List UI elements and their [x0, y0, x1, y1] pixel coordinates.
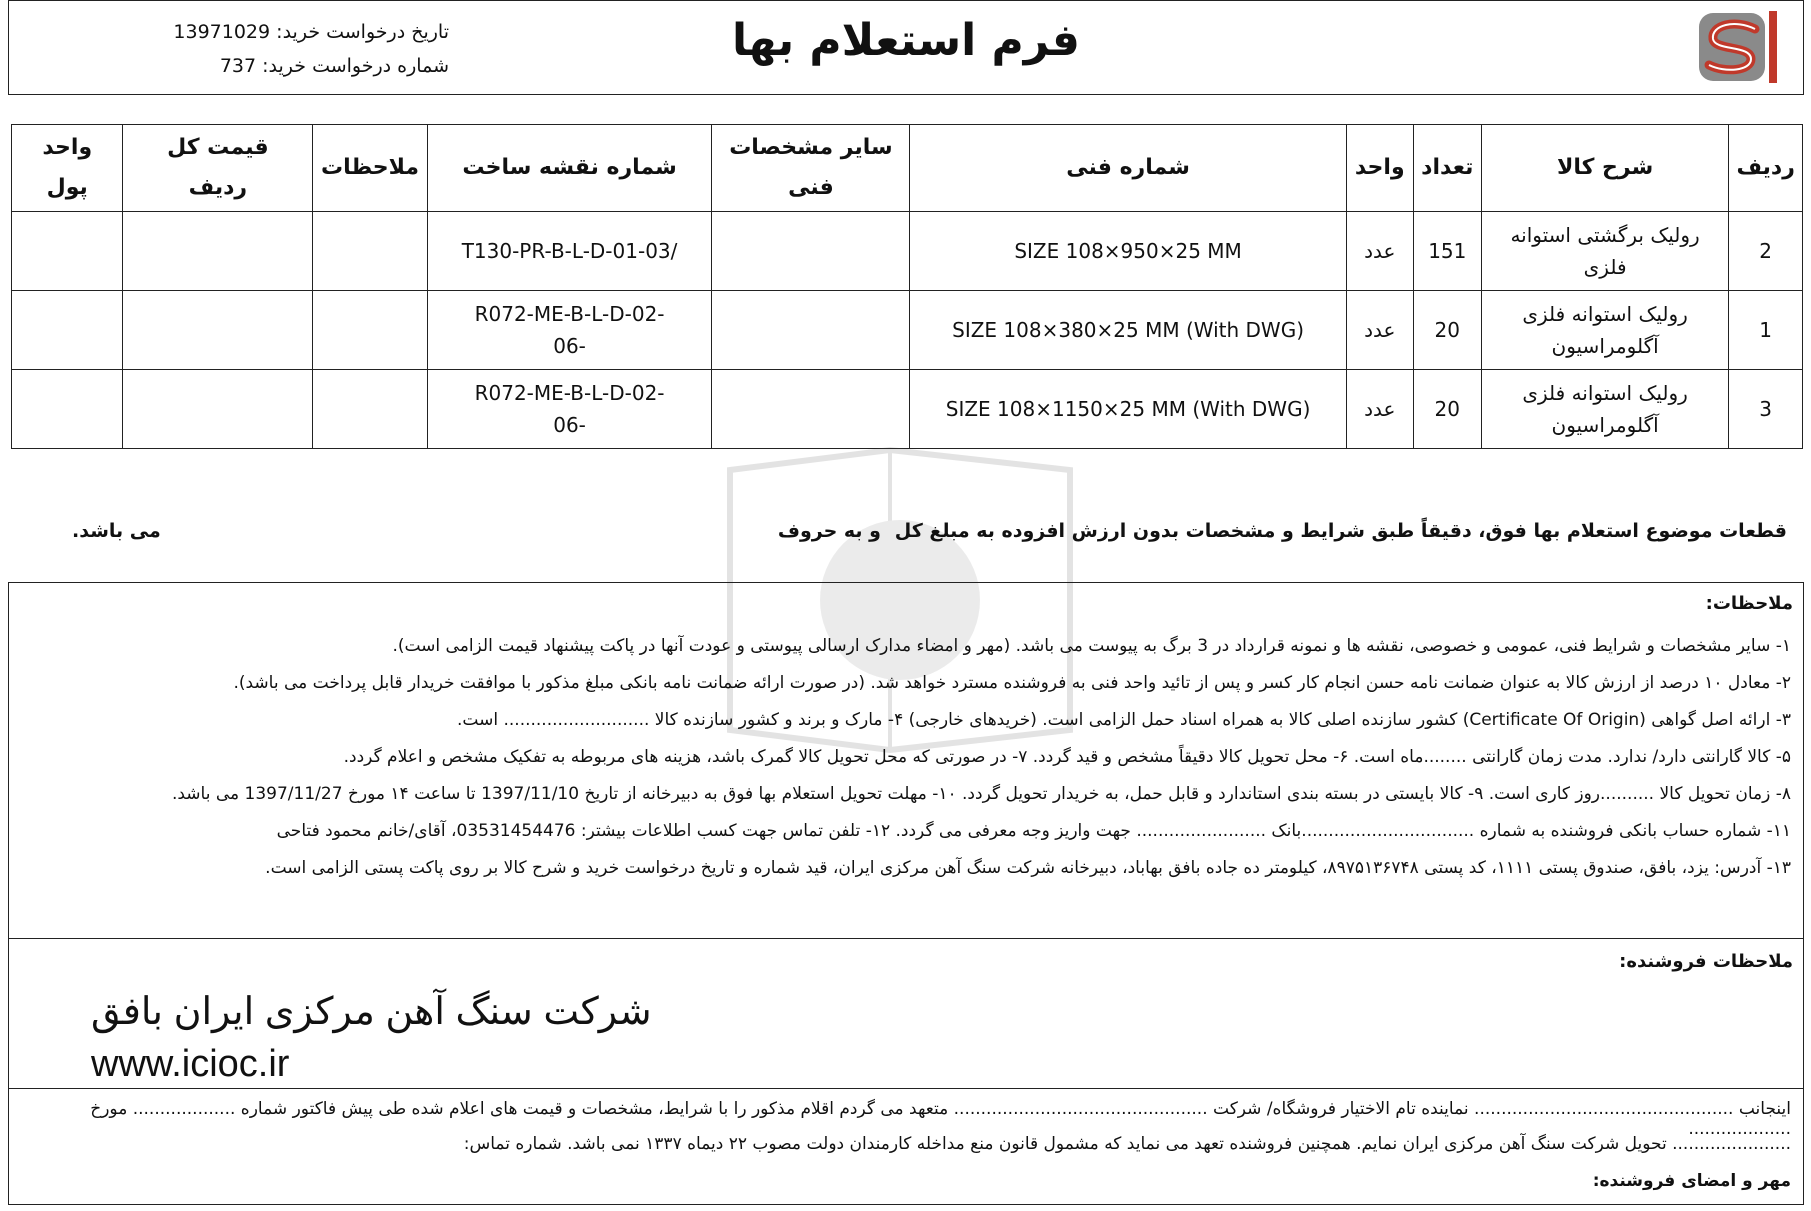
seller-remarks-section: [8, 939, 1804, 1089]
remark-item: ۳- ارائه اصل گواهی (Certificate Of Origin) کشور سازنده اصلی کالا به همراه اسناد حمل الزامی است. (خریدهای خارجی) ۴- مارک و برند و کشور سازنده کالا ........................... است.: [457, 710, 1791, 730]
cell-quantity: 20: [1413, 370, 1481, 449]
remark-item: ۵- کالا گارانتی دارد/ ندارد. مدت زمان گارانتی ........ماه است. ۶- محل تحویل کالا دقیقاً مشخص و قید گردد. ۷- در صورتی که محل تحویل کالا گمرک باشد، هزینه های مربوطه به تفکیک مشخص و اعلام گردد.: [343, 747, 1791, 767]
cell-notes[interactable]: [313, 291, 427, 370]
cell-tech-number: SIZE 108×950×25 MM: [910, 212, 1346, 291]
request-date: تاریخ درخواست خرید: 13971029: [173, 21, 449, 43]
header-currency: واحد پول: [12, 125, 123, 212]
table-row: [12, 212, 1803, 291]
header-notes: ملاحظات: [313, 125, 427, 212]
cell-other-specs[interactable]: [712, 291, 910, 370]
header-unit: واحد: [1346, 125, 1413, 212]
seller-remarks-title: ملاحظات فروشنده:: [1619, 951, 1793, 972]
seller-signature-label: مهر و امضای فروشنده:: [1592, 1171, 1791, 1191]
cell-total-price[interactable]: [123, 291, 313, 370]
header-other-specs: سایر مشخصات فنی: [712, 125, 910, 212]
cell-row: 2: [1729, 212, 1803, 291]
remark-item: ۱۳- آدرس: یزد، بافق، صندوق پستی ۱۱۱۱، کد پستی ۸۹۷۵۱۳۶۷۴۸، کیلومتر ده جاده بافق بهاباد، دبیرخانه شرکت سنگ آهن مرکزی ایران، قید شماره و تاریخ درخواست خرید و شرح کالا بر روی پاکت پستی الزامی است.: [265, 858, 1791, 878]
remarks-list: [31, 628, 1791, 887]
cell-other-specs[interactable]: [712, 212, 910, 291]
seller-pledge-section: [8, 1089, 1804, 1205]
cell-drawing-number: R072-ME-B-L-D-02- 06-: [427, 291, 712, 370]
cell-row: 1: [1729, 291, 1803, 370]
page-title: فرم استعلام بها: [732, 15, 1080, 66]
cell-quantity: 20: [1413, 291, 1481, 370]
remark-item: ۱۱- شماره حساب بانکی فروشنده به شماره ................................بانک ........................ جهت واریز وجه معرفی می گردد. ۱۲- تلفن تماس جهت کسب اطلاعات بیشتر: 03531454476، آقای/خانم محمود فتاحی: [276, 821, 1791, 841]
cell-unit: عدد: [1346, 212, 1413, 291]
cell-drawing-number: R072-ME-B-L-D-02- 06-: [427, 370, 712, 449]
cell-currency[interactable]: [12, 212, 123, 291]
cell-total-price[interactable]: [123, 370, 313, 449]
cell-description: رولیک برگشتی استوانه فلزی: [1481, 212, 1729, 291]
cell-currency[interactable]: [12, 291, 123, 370]
form-header: [8, 0, 1804, 95]
header-total-price: قیمت کل ردیف: [123, 125, 313, 212]
remarks-section: [8, 582, 1804, 939]
request-meta: [159, 15, 449, 83]
header-tech-number: شماره فنی: [910, 125, 1346, 212]
items-table: [11, 124, 1803, 449]
cell-notes[interactable]: [313, 370, 427, 449]
cell-tech-number: SIZE 108×380×25 MM (With DWG): [910, 291, 1346, 370]
cell-description: رولیک استوانه فلزی آگلومراسیون: [1481, 291, 1729, 370]
cell-unit: عدد: [1346, 291, 1413, 370]
remark-item: ۲- معادل ۱۰ درصد از ارزش کالا به عنوان ضمانت نامه حسن انجام کار کسر و پس از تائید واحد فنی به فروشنده مسترد خواهد شد. (در صورت ارائه ضمانت نامه بانکی مبلغ مذکور با موافقت خریدار قابل پرداخت می باشد).: [233, 673, 1791, 693]
cell-notes[interactable]: [313, 212, 427, 291]
cell-row: 3: [1729, 370, 1803, 449]
cell-total-price[interactable]: [123, 212, 313, 291]
remark-item: ۱- سایر مشخصات و شرایط فنی، عمومی و خصوصی، نقشه ها و نمونه قرارداد در 3 برگ به پیوست می باشد. (مهر و امضاء مدارک ارسالی پیوستی و عودت آنها در پاکت پیشنهاد قیمت الزامی است).: [392, 636, 1791, 656]
pledge-line-2: ...................... تحویل شرکت سنگ آهن مرکزی ایران نمایم. همچنین فروشنده تعهد می نماید که مشمول قانون منع مداخله کارمندان دولت مصوب ۲۲ دیماه ۱۳۳۷ نمی باشد. شماره تماس:: [463, 1134, 1791, 1154]
request-number: شماره درخواست خرید: 737: [219, 55, 449, 77]
price-in-words-label: و به حروف: [777, 520, 881, 542]
remark-item: ۸- زمان تحویل کالا ..........روز کاری است. ۹- کالا بایستی در بسته بندی استاندارد و قابل حمل، به خریدار تحویل گردد. ۱۰- مهلت تحویل استعلام بها فوق به دبیرخانه از تاریخ 1397/11/10 تا ساعت ۱۴ مورخ 1397/11/27 می باشد.: [171, 784, 1791, 804]
statement-end: می باشد.: [72, 520, 161, 542]
cell-quantity: 151: [1413, 212, 1481, 291]
cell-tech-number: SIZE 108×1150×25 MM (With DWG): [910, 370, 1346, 449]
header-row-number: ردیف: [1729, 125, 1803, 212]
pledge-line-1: اینجانب ................................................ نماینده تام الاختیار فروشگاه/ شرکت ............................................... متعهد می گردم اقلام مذکور را با شرایط، مشخصات و قیمت های اعلام شده طی پیش فاکتور شماره ................... مورخ ...................: [90, 1099, 1791, 1139]
cell-unit: عدد: [1346, 370, 1413, 449]
cell-other-specs[interactable]: [712, 370, 910, 449]
cell-drawing-number: T130-PR-B-L-D-01-03/: [427, 212, 712, 291]
header-quantity: تعداد: [1413, 125, 1481, 212]
header-drawing-number: شماره نقشه ساخت: [427, 125, 712, 212]
remarks-title: ملاحظات:: [1705, 593, 1793, 614]
company-name: شرکت سنگ آهن مرکزی ایران بافق: [91, 991, 652, 1033]
table-row: [12, 370, 1803, 449]
cell-description: رولیک استوانه فلزی آگلومراسیون: [1481, 370, 1729, 449]
table-header-row: [12, 125, 1803, 212]
cell-currency[interactable]: [12, 370, 123, 449]
price-statement: قطعات موضوع استعلام بها فوق، دقیقاً طبق شرایط و مشخصات بدون ارزش افزوده به مبلغ کل: [894, 520, 1787, 542]
company-website: www.icioc.ir: [91, 1043, 290, 1085]
table-row: [12, 291, 1803, 370]
header-description: شرح کالا: [1481, 125, 1729, 212]
